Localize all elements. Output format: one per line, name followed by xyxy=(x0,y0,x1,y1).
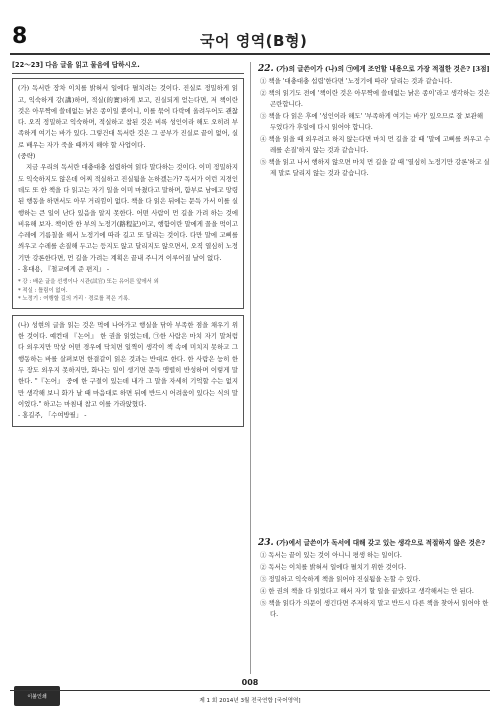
passage-na-paragraph-1: (나) 성현의 글을 읽는 것은 먹에 나아가고 행실을 닦아 부족한 점을 채우기 위한 것이다. 예컨대 『논어』 한 권을 읽었는데, ㉠한 사람은 마치 자기 말처럼 다 외우지만 막상 어떤 경우에 닥치면 일찍이 생각이 책 속에 미치지 못하고 그 행동하는 바를 살펴보면 한결같이 읽은 것과는 반대로 한다. 한 사람은 능히 한두 장도 외우지 못하지만, 화나는 일이 생기면 문득 맹렬히 반성하며 이렇게 말한다. "『논어』 중에 한 구절이 있는데 내가 그 말을 자세히 기억할 수는 없지만 생각해 보니 화가 날 때 마음대로 하면 뒤에 반드시 어려움이 있다는 식의 말이었다." 하고는 마침내 참고 이를 가라앉혔다. xyxy=(18,320,238,408)
question-23-option-3[interactable]: ③ 정밀하고 익숙하게 책을 읽어야 진실됨을 논할 수 있다. xyxy=(260,575,421,583)
right-column xyxy=(258,60,490,180)
passage-na-source: - 홍길주, 「수여방필」 - xyxy=(18,411,87,420)
question-23-text: (가)에서 글쓴이가 독서에 대해 갖고 있는 생각으로 적절하지 않은 것은? xyxy=(275,539,486,547)
publisher-logo: 이불인쇄 xyxy=(14,686,60,706)
question-23-option-4[interactable]: ④ 한 권의 책을 다 읽었다고 해서 자기 할 일을 끝냈다고 생각해서는 안 된다. xyxy=(260,587,474,595)
question-23 xyxy=(258,538,490,621)
question-22-option-5[interactable]: ⑤ 책을 읽고 나서 행하지 않으면 마치 먼 길을 갈 때 '열심히 노정기만 강론'하고 실제 말로 달리지 않는 것과 같습니다. xyxy=(260,158,490,177)
passage-na xyxy=(12,315,244,427)
note-item: * 강 : 배운 글을 선생이나 시관(試官) 또는 유어른 앞에서 외 xyxy=(18,279,159,286)
question-22-option-2[interactable]: ② 책의 읽기도 전에 '책이란 것은 아무짝에 쓸데없는 낡은 종이'라고 생각하는 것은 곤란합니다. xyxy=(260,89,490,108)
question-22-text: (가)의 글쓴이가 (나)의 ㉠에게 조언할 내용으로 가장 적절한 것은? [3점] xyxy=(275,65,490,73)
question-22 xyxy=(258,64,490,179)
note-item: * 적실 : 틀림이 없어. xyxy=(18,287,68,294)
question-22-option-4[interactable]: ④ 책을 읽을 때 외우려고 하지 않는다면 마치 먼 길을 갈 때 '말에 고삐를 씌우고 수레를 손질'하지 않는 것과 같습니다. xyxy=(260,135,490,154)
footer-text: 제 1 회 2014년 3월 전국연합 [국어영역] xyxy=(199,698,301,704)
question-22-number: 22. xyxy=(258,64,274,74)
passage-ga-source: - 홍대용, 『철교에게 준 편지』 - xyxy=(18,265,110,274)
passage-ga-paragraph-1: (가) 독서란 장차 이치를 밝혀서 일에다 펼치려는 것이다. 진실로 정밀하게 읽고, 익숙하게 강(講)하며, 적실(的實)하게 보고, 진실되게 얻는다면, 저 책이란 것은 아무짝에 쓸데없는 낡은 종이일 뿐이니, 이를 묶어 다락에 올려두어도 괜찮다. 오직 정밀하고 익숙하며, 적실하고 참된 것은 비록 성인이라 해도 오히려 부족하게 여기는 바가 있다. 그렇건대 독서란 것은 그 공부가 진실로 끝이 없어, 실로 배우는 자가 죽을 때까지 해야 할 사업이다. xyxy=(18,84,238,149)
footer-divider xyxy=(10,690,490,691)
question-23-option-2[interactable]: ② 독서는 이치를 밝혀서 일에다 펼치기 위한 것이다. xyxy=(260,563,407,571)
passage-ga-paragraph-2: 지금 우리의 독서란 대충대충 섭렵하여 읽다 말다하는 것이다. 이미 정밀하지도 익숙하지도 않은데 어찌 적실하고 진실됨을 논하겠는가? 독서가 이런 지경인데도 또 한 책을 다 읽고는 자기 일을 이미 마쳤다고 말하며, 함부로 남에고 망령된 행동을 하면서도 아무 거리낌이 없다. 책을 다 읽은 뒤에는 문득 가서 이를 실행하는 큰 일이 난다 있음을 알지 못한다. 어떤 사람이 먼 길을 가려 하는 것에 비유해 보자. 책이란 한 부의 노정기(路程記)이고, 행함이란 말에게 꼴을 먹이고 수레에 기름칠을 해서 노정기에 따라 길고 또 달리는 것이다. 다만 말에 고삐를 씌우고 수레를 손질해 두고는 등지도 않고 달리지도 않으면서, 오직 열심히 노정기만 강론한다면, 먼 길을 가려는 계획은 끝내 주니겨 이루어질 날이 없다. xyxy=(18,163,238,262)
question-23-number: 23. xyxy=(258,538,274,548)
question-instruction: [22～23] 다음 글을 읽고 물음에 답하시오. xyxy=(12,60,244,74)
question-23-option-1[interactable]: ① 독서는 끝이 있는 것이 아니니 평생 하는 일이다. xyxy=(260,551,402,559)
header-divider xyxy=(10,53,490,55)
question-22-option-3[interactable]: ③ 책을 다 읽은 후에 '성인이라 해도' '부족하게 여기는 바가' 있으므로 잘 보관해 두었다가 후일에 다시 읽어야 합니다. xyxy=(260,112,483,131)
question-23-option-5[interactable]: ⑤ 책을 읽다가 의문이 생긴다면 주저하지 말고 반드시 다른 책을 찾아서 읽어야 한다. xyxy=(260,599,489,618)
left-column xyxy=(12,60,244,427)
question-22-option-1[interactable]: ① 책을 '대충대충 섭렵'한다면 '노정기에 따라' 달리는 것과 같습니다. xyxy=(260,77,453,85)
footer-page-number: 008 xyxy=(241,678,259,687)
passage-ga-notes xyxy=(18,278,238,304)
passage-ga xyxy=(12,78,244,309)
page-title: 국어 영역(B형) xyxy=(200,32,308,50)
column-divider xyxy=(250,62,251,674)
passage-ga-omission: (중략) xyxy=(18,152,36,161)
question-23-stem xyxy=(258,538,490,549)
note-item: * 노정기 : 여행할 길의 거리 · 경로를 적은 기록. xyxy=(18,296,130,303)
page-number: 8 xyxy=(12,24,28,49)
question-22-stem xyxy=(258,64,490,75)
